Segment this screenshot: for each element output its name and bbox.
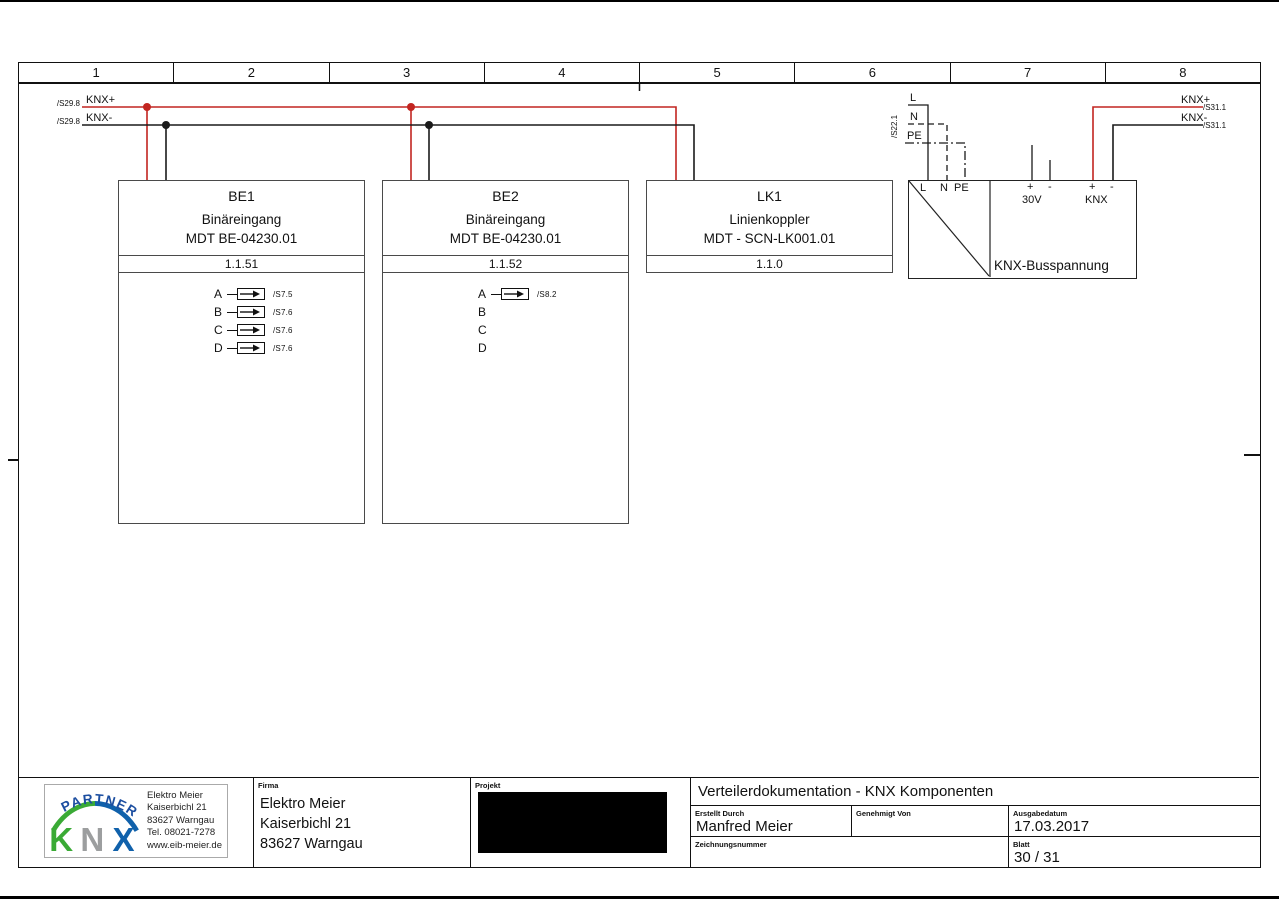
knx-partner-logo <box>44 784 228 858</box>
blatt-cell <box>1008 837 1261 867</box>
input-lead-wire <box>227 330 237 331</box>
logo-address-line: 83627 Warngau <box>147 814 215 826</box>
mains-l-label: L <box>910 92 917 104</box>
input-letter: B <box>478 305 487 319</box>
erstellt-label: Erstellt Durch <box>695 809 745 818</box>
mains-n-label: N <box>910 111 918 123</box>
logo-address-line: Elektro Meier <box>147 790 203 801</box>
column-label: 3 <box>330 63 485 82</box>
title-info-block <box>690 778 1260 868</box>
logo-address-line: Kaiserbichl 21 <box>147 802 207 814</box>
input-row <box>383 303 628 321</box>
psu-30v-minus: - <box>1048 181 1052 193</box>
blatt-value: 30 / 31 <box>1014 849 1060 866</box>
device-lk1 <box>646 180 893 273</box>
psu-term-l: L <box>920 182 927 194</box>
device-address: 1.1.51 <box>119 255 364 273</box>
device-inputs <box>383 285 628 357</box>
input-row <box>119 285 364 303</box>
device-model: MDT - SCN-LK001.01 <box>703 231 836 246</box>
zeichnungsnummer-cell <box>691 837 1008 867</box>
knx-minus-out-label: KNX- <box>1181 112 1208 124</box>
logo-partner-text: PARTNER <box>58 791 141 821</box>
column-label: 2 <box>174 63 329 82</box>
input-letter: A <box>214 287 223 301</box>
psu-caption: KNX-Busspannung <box>994 258 1109 273</box>
device-type: Binäreingang <box>465 212 546 227</box>
device-model: MDT BE-04230.01 <box>185 231 298 246</box>
input-letter: C <box>214 323 223 337</box>
input-ref: /S8.2 <box>537 289 557 299</box>
input-row <box>383 321 628 339</box>
svg-text:PARTNER <box>59 791 141 820</box>
binary-input-symbol-icon <box>237 324 265 336</box>
mains-pe-label: PE <box>907 130 922 142</box>
projekt-redaction-box <box>478 792 667 853</box>
input-letter: D <box>478 341 487 355</box>
input-letter: C <box>478 323 487 337</box>
logo-letter-x: X <box>112 822 135 855</box>
input-ref: /S7.6 <box>273 343 293 353</box>
input-ref: /S7.6 <box>273 325 293 335</box>
binary-input-symbol-icon <box>501 288 529 300</box>
column-label: 4 <box>485 63 640 82</box>
erstellt-value: Manfred Meier <box>696 818 793 835</box>
device-id: BE2 <box>492 188 519 204</box>
ausgabedatum-value: 17.03.2017 <box>1014 818 1090 835</box>
document-title: Verteilerdokumentation - KNX Komponenten <box>691 778 1260 806</box>
firma-cell <box>253 778 471 868</box>
input-row <box>119 303 364 321</box>
ausgabedatum-label: Ausgabedatum <box>1013 809 1068 818</box>
psu-term-n: N <box>940 182 948 194</box>
device-id: LK1 <box>757 188 782 204</box>
firma-line: Elektro Meier <box>260 796 346 812</box>
device-be1 <box>118 180 365 524</box>
column-label: 1 <box>19 63 174 82</box>
logo-address <box>147 790 222 852</box>
blatt-label: Blatt <box>1013 840 1030 849</box>
psu-term-pe: PE <box>954 182 969 194</box>
column-header-row <box>19 63 1260 84</box>
input-lead-wire <box>227 312 237 313</box>
binary-input-symbol-icon <box>237 288 265 300</box>
knx-logo-icon <box>45 785 145 855</box>
input-lead-wire <box>491 294 501 295</box>
projekt-cell <box>470 778 691 868</box>
psu-knx-minus: - <box>1110 181 1114 193</box>
input-letter: D <box>214 341 223 355</box>
ausgabedatum-cell <box>1008 806 1261 837</box>
logo-letter-k: K <box>49 822 74 855</box>
zeichnungsnummer-label: Zeichnungsnummer <box>695 840 767 849</box>
scan-edge-top <box>0 0 1279 2</box>
title-block <box>18 777 1259 868</box>
knx-plus-label: KNX+ <box>86 94 116 106</box>
erstellt-cell <box>691 806 851 837</box>
logo-letter-n: N <box>80 822 105 855</box>
device-be2 <box>382 180 629 524</box>
input-lead-wire <box>227 294 237 295</box>
binary-input-symbol-icon <box>237 306 265 318</box>
input-row <box>383 285 628 303</box>
logo-address-line: Tel. 08021-7278 <box>147 827 216 839</box>
input-row <box>119 339 364 357</box>
column-label: 8 <box>1179 65 1187 80</box>
firma-line: 83627 Warngau <box>260 836 363 852</box>
device-inputs <box>119 285 364 357</box>
input-ref: /S7.6 <box>273 307 293 317</box>
input-lead-wire <box>227 348 237 349</box>
column-label: 5 <box>640 63 795 82</box>
device-type: Binäreingang <box>201 212 282 227</box>
input-ref: /S7.5 <box>273 289 293 299</box>
binary-input-symbol-icon <box>237 342 265 354</box>
device-model: MDT BE-04230.01 <box>449 231 562 246</box>
psu-30v-label: 30V <box>1022 194 1042 206</box>
input-row <box>119 321 364 339</box>
firma-lines <box>260 794 363 854</box>
firma-label: Firma <box>258 781 279 790</box>
input-letter: A <box>478 287 487 301</box>
psu-30v-plus: + <box>1027 181 1034 193</box>
column-label: 6 <box>795 63 950 82</box>
psu-knx-plus: + <box>1089 181 1096 193</box>
column-label: 7 <box>951 63 1106 82</box>
psu-knx-label: KNX <box>1085 194 1108 206</box>
logo-address-line: www.eib-meier.de <box>147 839 222 851</box>
knx-plus-out-label: KNX+ <box>1181 94 1211 106</box>
input-letter: B <box>214 305 223 319</box>
device-address: 1.1.0 <box>647 255 892 272</box>
scan-edge-bottom <box>0 896 1279 899</box>
firma-line: Kaiserbichl 21 <box>260 816 352 832</box>
knx-minus-src-ref: /S29.8 <box>56 117 80 126</box>
genehmigt-label: Genehmigt Von <box>856 809 911 818</box>
input-row <box>383 339 628 357</box>
genehmigt-cell <box>851 806 1009 837</box>
knx-minus-out-ref: /S31.1 <box>1203 121 1227 130</box>
projekt-label: Projekt <box>475 781 501 790</box>
device-id: BE1 <box>228 188 255 204</box>
logo-cell <box>18 778 253 868</box>
device-address: 1.1.52 <box>383 255 628 273</box>
mains-src-ref: /S22.1 <box>890 114 899 138</box>
knx-minus-label: KNX- <box>86 112 113 124</box>
knx-plus-src-ref: /S29.8 <box>56 99 80 108</box>
knx-plus-out-ref: /S31.1 <box>1203 103 1227 112</box>
device-type: Linienkoppler <box>729 212 810 227</box>
